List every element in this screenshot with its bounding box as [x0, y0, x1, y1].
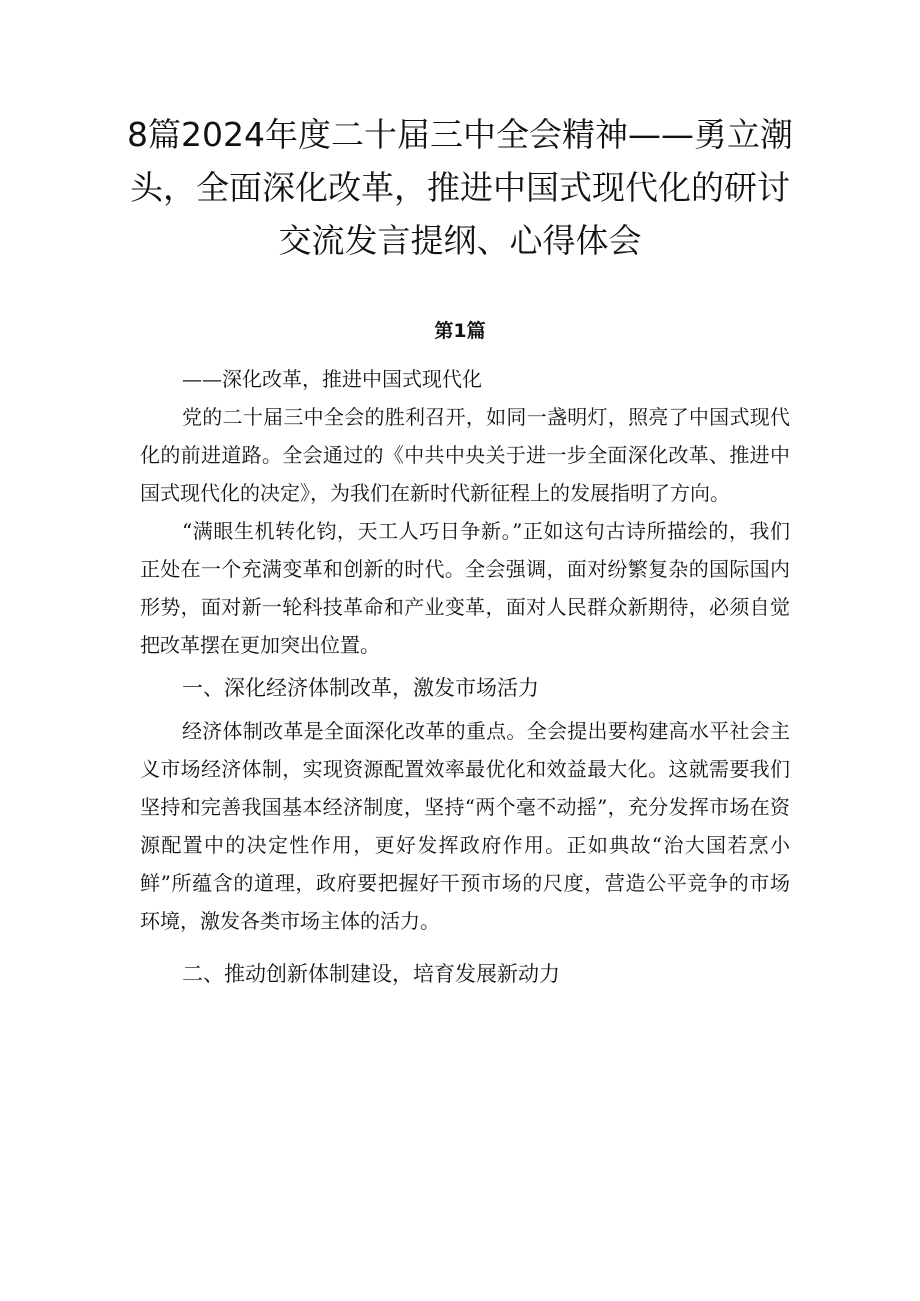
- section-heading: 第1篇: [434, 320, 486, 342]
- section-subtitle: ——深化改革，推进中国式现代化: [182, 367, 482, 391]
- document-body: [140, 360, 790, 998]
- paragraph-1: 党的二十届三中全会的胜利召开，如同一盏明灯，照亮了中国式现代化的前进道路。全会通过的《中共中央关于进一步全面深化改革、推进中国式现代化的决定》，为我们在新时代新征程上的发展指明了方向。: [140, 405, 790, 505]
- heading-innovation: 二、推动创新体制建设，培育发展新动力: [182, 962, 560, 986]
- paragraph-3: 经济体制改革是全面深化改革的重点。全会提出要构建高水平社会主义市场经济体制，实现资源配置效率最优化和效益最大化。这就需要我们坚持和完善我国基本经济制度，坚持“两个毫不动摇”，充分发挥市场在资源配置中的决定性作用，更好发挥政府作用。正如典故“治大国若烹小鲜”所蕴含的道理，政府要把握好干预市场的尺度，营造公平竞争的市场环境，激发各类市场主体的活力。: [140, 719, 790, 933]
- document-title: 8篇2024年度二十届三中全会精神——勇立潮头，全面深化改革，推进中国式现代化的研讨交流发言提纲、心得体会: [127, 115, 793, 260]
- paragraph-2: “满眼生机转化钧，天工人巧日争新。”正如这句古诗所描绘的，我们正处在一个充满变革和创新的时代。全会强调，面对纷繁复杂的国际国内形势，面对新一轮科技革命和产业变革，面对人民群众新期待，必须自觉把改革摆在更加突出位置。: [140, 519, 790, 657]
- heading-economic-reform: 一、深化经济体制改革，激发市场活力: [182, 676, 539, 700]
